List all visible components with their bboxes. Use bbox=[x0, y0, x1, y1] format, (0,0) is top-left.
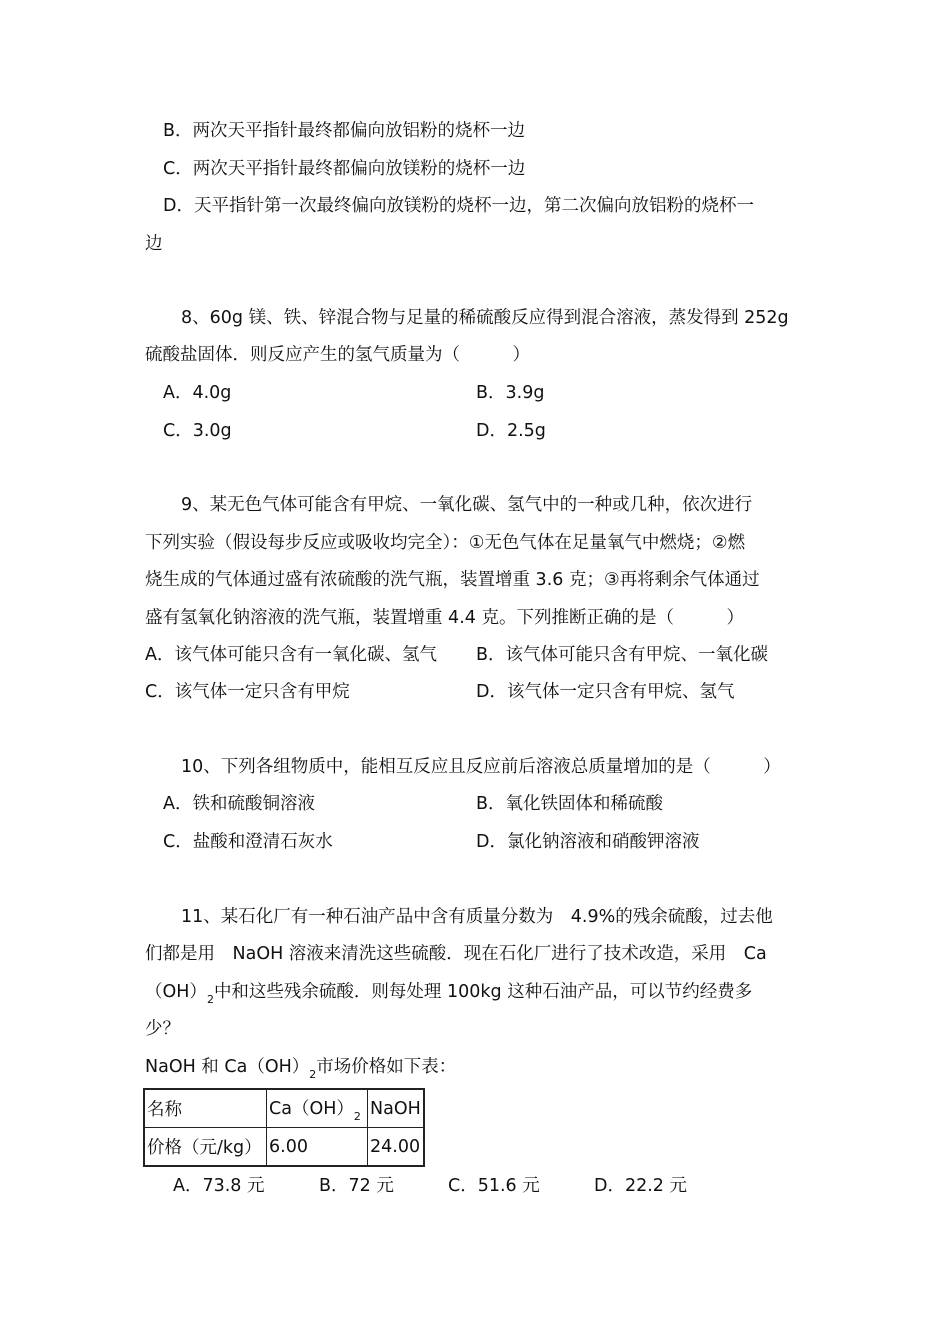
q11-price-intro-subscript: 2 bbox=[309, 1068, 317, 1081]
q10-option-b: B．氧化铁固体和稀硫酸 bbox=[476, 794, 664, 814]
q11-price-intro-formula: NaOH 和 Ca（OH） bbox=[145, 1057, 310, 1077]
price-table bbox=[143, 1088, 425, 1167]
q9-option-c: C．该气体一定只含有甲烷 bbox=[145, 682, 350, 702]
q9-stem-line2: 下列实验（假设每步反应或吸收均完全）：①无色气体在足量氧气中燃烧；②燃 bbox=[145, 533, 746, 553]
q11-option-d: D．22.2 元 bbox=[594, 1176, 688, 1196]
q7-option-d-line2: 边 bbox=[145, 234, 163, 254]
q10-stem: 10、下列各组物质中，能相互反应且反应前后溶液总质量增加的是（ ） bbox=[181, 757, 781, 777]
q11-price-intro bbox=[145, 1055, 456, 1087]
q11-price-intro-text: 市场价格如下表： bbox=[316, 1057, 457, 1077]
q11-stem-line2: 们都是用 NaOH 溶液来清洗这些硫酸．现在石化厂进行了技术改造，采用 Ca bbox=[145, 944, 767, 964]
q9-option-d: D．该气体一定只含有甲烷、氢气 bbox=[476, 682, 735, 702]
table-cell-ca-header bbox=[267, 1089, 368, 1128]
q9-stem-line3: 烧生成的气体通过盛有浓硫酸的洗气瓶，装置增重 3.6 克；③再将剩余气体通过 bbox=[145, 570, 760, 590]
q8-stem-line1: 8、60g 镁、铁、锌混合物与足量的稀硫酸反应得到混合溶液，蒸发得到 252g bbox=[181, 308, 789, 328]
q11-stem-line4: 少？ bbox=[145, 1019, 180, 1039]
q7-option-d-line1: D．天平指针第一次最终偏向放镁粉的烧杯一边，第二次偏向放铝粉的烧杯一 bbox=[163, 196, 754, 216]
q9-stem-line1: 9、某无色气体可能含有甲烷、一氧化碳、氢气中的一种或几种，依次进行 bbox=[181, 495, 753, 515]
table-cell-name-header: 名称 bbox=[144, 1089, 267, 1128]
q7-option-b: B．两次天平指针最终都偏向放铝粉的烧杯一边 bbox=[163, 121, 526, 141]
q10-option-d: D．氯化钠溶液和硝酸钾溶液 bbox=[476, 832, 700, 852]
q8-option-d: D．2.5g bbox=[476, 421, 546, 441]
q8-option-c: C．3.0g bbox=[163, 421, 232, 441]
q8-option-b: B．3.9g bbox=[476, 383, 545, 403]
table-ca-subscript: 2 bbox=[353, 1109, 361, 1123]
q11-option-c: C．51.6 元 bbox=[448, 1176, 540, 1196]
q11-option-a: A．73.8 元 bbox=[173, 1176, 265, 1196]
q11-stem-line3-text: 中和这些残余硫酸．则每处理 100kg 这种石油产品，可以节约经费多 bbox=[213, 982, 753, 1002]
table-cell-price-label: 价格（元/kg） bbox=[144, 1128, 267, 1167]
q11-stem-line1: 11、某石化厂有一种石油产品中含有质量分数为 4.9%的残余硫酸，过去他 bbox=[181, 907, 773, 927]
q10-option-a: A．铁和硫酸铜溶液 bbox=[163, 794, 315, 814]
q7-option-c: C．两次天平指针最终都偏向放镁粉的烧杯一边 bbox=[163, 159, 526, 179]
q9-option-a: A．该气体可能只含有一氧化碳、氢气 bbox=[145, 645, 437, 665]
q11-option-b: B．72 元 bbox=[319, 1176, 394, 1196]
q8-stem-line2: 硫酸盐固体．则反应产生的氢气质量为（ ） bbox=[145, 345, 530, 365]
q11-formula-subscript: 2 bbox=[206, 993, 214, 1006]
q9-stem-line4: 盛有氢氧化钠溶液的洗气瓶，装置增重 4.4 克。下列推断正确的是（ ） bbox=[145, 608, 744, 628]
table-cell-naoh-header: NaOH bbox=[368, 1089, 425, 1128]
table-row bbox=[144, 1128, 424, 1167]
table-cell-ca-price: 6.00 bbox=[267, 1128, 368, 1167]
q8-option-a: A．4.0g bbox=[163, 383, 232, 403]
table-header-row bbox=[144, 1089, 424, 1128]
q11-stem-line3 bbox=[145, 980, 752, 1012]
q10-option-c: C．盐酸和澄清石灰水 bbox=[163, 832, 333, 852]
q9-option-b: B．该气体可能只含有甲烷、一氧化碳 bbox=[476, 645, 769, 665]
q11-formula-ca-oh: （OH） bbox=[145, 982, 207, 1002]
table-ca-formula: Ca（OH） bbox=[269, 1098, 354, 1119]
table-cell-naoh-price: 24.00 bbox=[368, 1128, 425, 1167]
